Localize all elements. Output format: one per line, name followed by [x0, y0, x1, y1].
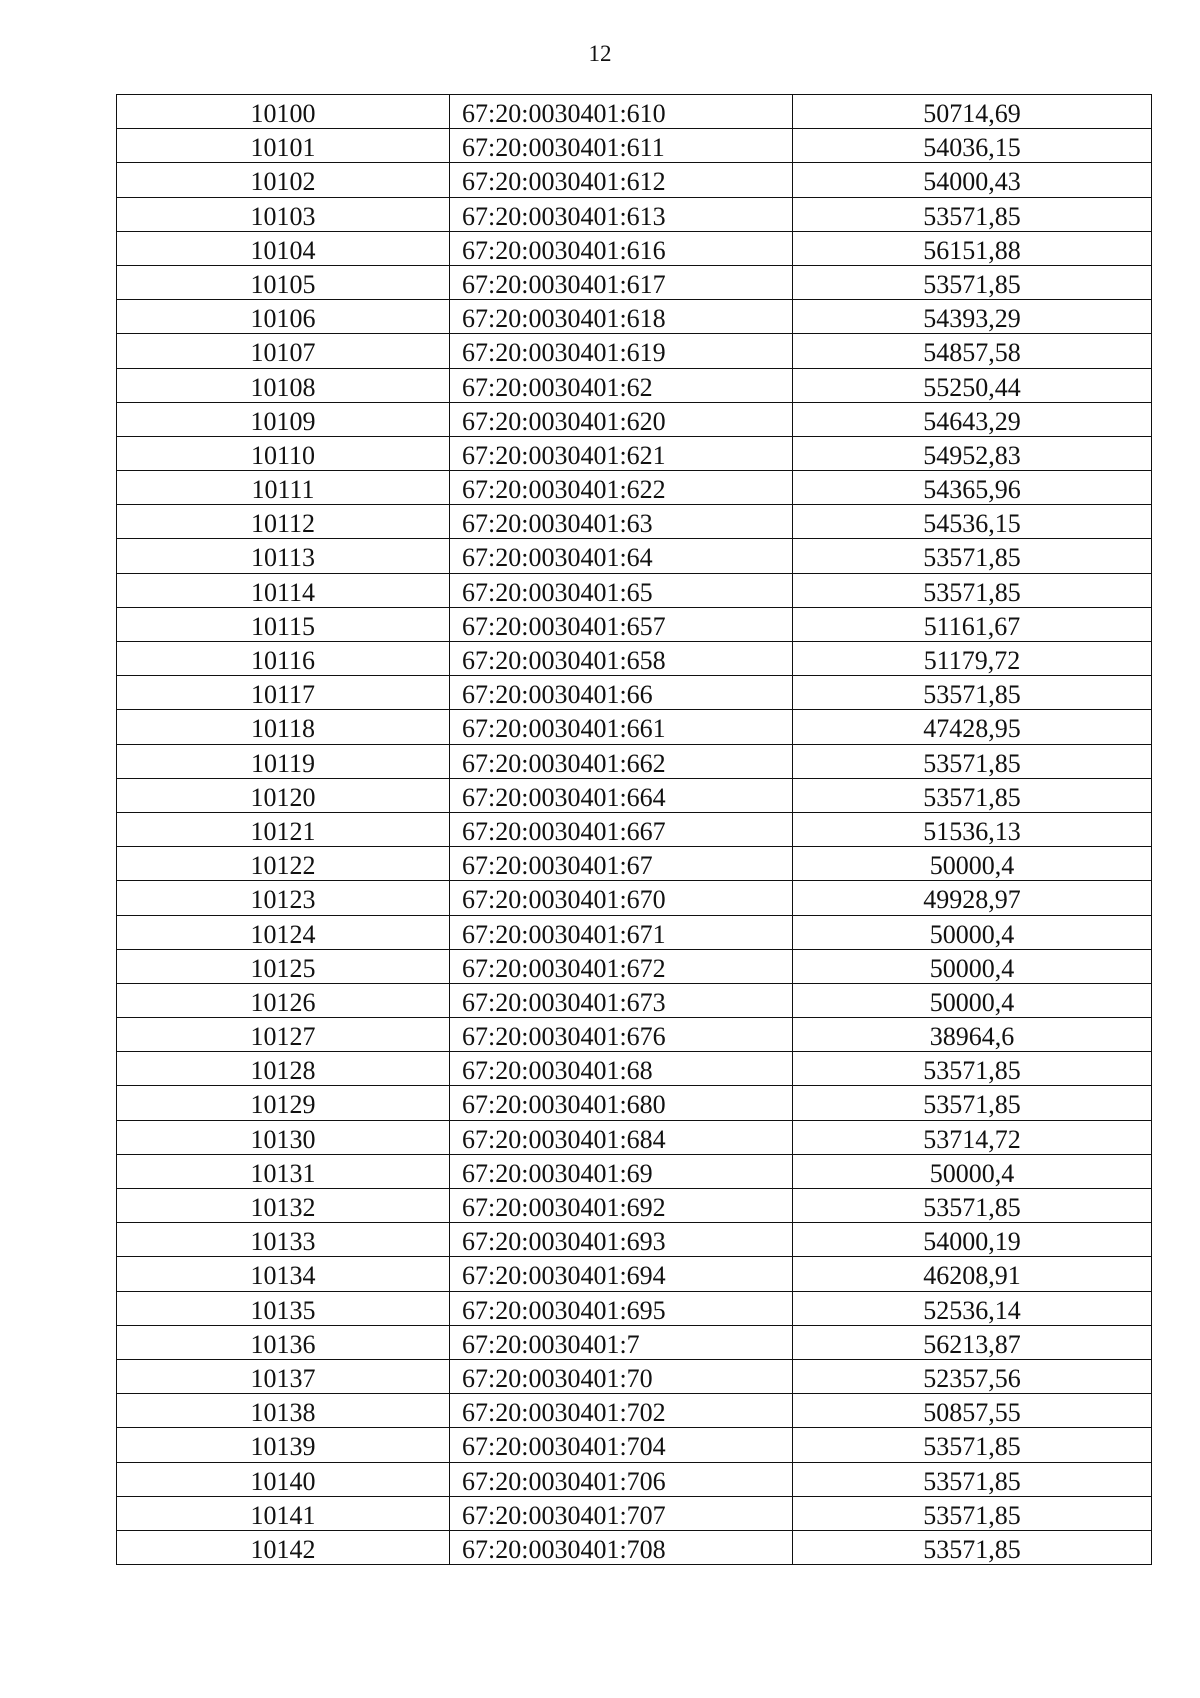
- cadastral-number-cell: 67:20:0030401:692: [450, 1189, 793, 1223]
- cadastral-number-cell: 67:20:0030401:706: [450, 1463, 793, 1497]
- cadastral-number-cell: 67:20:0030401:672: [450, 950, 793, 984]
- row-number-cell: 10118: [117, 710, 450, 744]
- value-cell: 53571,85: [793, 1052, 1152, 1086]
- row-number-cell: 10119: [117, 745, 450, 779]
- value-cell: 54393,29: [793, 300, 1152, 334]
- value-cell: 53571,85: [793, 1428, 1152, 1462]
- row-number-cell: 10115: [117, 608, 450, 642]
- value-cell: 56213,87: [793, 1326, 1152, 1360]
- table-row: [117, 1497, 1152, 1531]
- row-number-cell: 10116: [117, 642, 450, 676]
- row-number-cell: 10125: [117, 950, 450, 984]
- row-number-cell: 10137: [117, 1360, 450, 1394]
- value-cell: 50000,4: [793, 847, 1152, 881]
- row-number-cell: 10113: [117, 539, 450, 573]
- cadastral-number-cell: 67:20:0030401:662: [450, 745, 793, 779]
- value-cell: 54857,58: [793, 334, 1152, 368]
- table-row: [117, 163, 1152, 197]
- row-number-cell: 10108: [117, 369, 450, 403]
- row-number-cell: 10141: [117, 1497, 450, 1531]
- table-row: [117, 403, 1152, 437]
- row-number-cell: 10123: [117, 881, 450, 915]
- value-cell: 53714,72: [793, 1121, 1152, 1155]
- value-cell: 54036,15: [793, 129, 1152, 163]
- table-row: [117, 1428, 1152, 1462]
- value-cell: 53571,85: [793, 1189, 1152, 1223]
- value-cell: 54643,29: [793, 403, 1152, 437]
- table-row: [117, 813, 1152, 847]
- row-number-cell: 10127: [117, 1018, 450, 1052]
- value-cell: 53571,85: [793, 266, 1152, 300]
- row-number-cell: 10139: [117, 1428, 450, 1462]
- cadastral-number-cell: 67:20:0030401:667: [450, 813, 793, 847]
- row-number-cell: 10106: [117, 300, 450, 334]
- table-row: [117, 1292, 1152, 1326]
- row-number-cell: 10114: [117, 574, 450, 608]
- value-cell: 49928,97: [793, 881, 1152, 915]
- value-cell: 53571,85: [793, 1086, 1152, 1120]
- table-row: [117, 198, 1152, 232]
- value-cell: 50000,4: [793, 984, 1152, 1018]
- row-number-cell: 10129: [117, 1086, 450, 1120]
- value-cell: 53571,85: [793, 1463, 1152, 1497]
- table-row: [117, 1121, 1152, 1155]
- table-row: [117, 779, 1152, 813]
- cadastral-number-cell: 67:20:0030401:619: [450, 334, 793, 368]
- value-cell: 53571,85: [793, 1531, 1152, 1565]
- table-row: [117, 1018, 1152, 1052]
- value-cell: 51179,72: [793, 642, 1152, 676]
- value-cell: 50857,55: [793, 1394, 1152, 1428]
- row-number-cell: 10112: [117, 505, 450, 539]
- table-row: [117, 129, 1152, 163]
- value-cell: 50000,4: [793, 916, 1152, 950]
- value-cell: 53571,85: [793, 745, 1152, 779]
- cadastral-number-cell: 67:20:0030401:684: [450, 1121, 793, 1155]
- cadastral-number-cell: 67:20:0030401:671: [450, 916, 793, 950]
- value-cell: 50000,4: [793, 950, 1152, 984]
- value-cell: 46208,91: [793, 1257, 1152, 1291]
- value-cell: 53571,85: [793, 574, 1152, 608]
- table-row: [117, 334, 1152, 368]
- value-cell: 51161,67: [793, 608, 1152, 642]
- value-cell: 52357,56: [793, 1360, 1152, 1394]
- cadastral-number-cell: 67:20:0030401:658: [450, 642, 793, 676]
- table-row: [117, 1394, 1152, 1428]
- table-row: [117, 232, 1152, 266]
- table-row: [117, 847, 1152, 881]
- value-cell: 54365,96: [793, 471, 1152, 505]
- cadastral-number-cell: 67:20:0030401:613: [450, 198, 793, 232]
- data-table: [116, 94, 1152, 1565]
- cadastral-number-cell: 67:20:0030401:657: [450, 608, 793, 642]
- row-number-cell: 10134: [117, 1257, 450, 1291]
- cadastral-number-cell: 67:20:0030401:616: [450, 232, 793, 266]
- table-row: [117, 1531, 1152, 1565]
- row-number-cell: 10102: [117, 163, 450, 197]
- row-number-cell: 10130: [117, 1121, 450, 1155]
- value-cell: 50714,69: [793, 95, 1152, 129]
- value-cell: 53571,85: [793, 198, 1152, 232]
- cadastral-number-cell: 67:20:0030401:70: [450, 1360, 793, 1394]
- value-cell: 53571,85: [793, 779, 1152, 813]
- value-cell: 53571,85: [793, 539, 1152, 573]
- row-number-cell: 10101: [117, 129, 450, 163]
- table-row: [117, 1326, 1152, 1360]
- value-cell: 52536,14: [793, 1292, 1152, 1326]
- row-number-cell: 10107: [117, 334, 450, 368]
- table-row: [117, 745, 1152, 779]
- table-row: [117, 1086, 1152, 1120]
- table-row: [117, 642, 1152, 676]
- table-row: [117, 1257, 1152, 1291]
- table-row: [117, 300, 1152, 334]
- table-row: [117, 916, 1152, 950]
- row-number-cell: 10117: [117, 676, 450, 710]
- value-cell: 38964,6: [793, 1018, 1152, 1052]
- row-number-cell: 10122: [117, 847, 450, 881]
- cadastral-number-cell: 67:20:0030401:63: [450, 505, 793, 539]
- table-row: [117, 574, 1152, 608]
- table-row: [117, 1155, 1152, 1189]
- table-row: [117, 676, 1152, 710]
- cadastral-number-cell: 67:20:0030401:673: [450, 984, 793, 1018]
- cadastral-number-cell: 67:20:0030401:7: [450, 1326, 793, 1360]
- value-cell: 56151,88: [793, 232, 1152, 266]
- cadastral-number-cell: 67:20:0030401:676: [450, 1018, 793, 1052]
- row-number-cell: 10111: [117, 471, 450, 505]
- row-number-cell: 10140: [117, 1463, 450, 1497]
- row-number-cell: 10131: [117, 1155, 450, 1189]
- cadastral-number-cell: 67:20:0030401:622: [450, 471, 793, 505]
- cadastral-number-cell: 67:20:0030401:707: [450, 1497, 793, 1531]
- value-cell: 53571,85: [793, 1497, 1152, 1531]
- table-row: [117, 369, 1152, 403]
- table-row: [117, 608, 1152, 642]
- table-row: [117, 1463, 1152, 1497]
- table-row: [117, 1052, 1152, 1086]
- value-cell: 55250,44: [793, 369, 1152, 403]
- row-number-cell: 10126: [117, 984, 450, 1018]
- table-row: [117, 950, 1152, 984]
- row-number-cell: 10100: [117, 95, 450, 129]
- cadastral-number-cell: 67:20:0030401:65: [450, 574, 793, 608]
- table-row: [117, 505, 1152, 539]
- table-row: [117, 1223, 1152, 1257]
- cadastral-number-cell: 67:20:0030401:62: [450, 369, 793, 403]
- value-cell: 47428,95: [793, 710, 1152, 744]
- cadastral-number-cell: 67:20:0030401:68: [450, 1052, 793, 1086]
- row-number-cell: 10104: [117, 232, 450, 266]
- cadastral-number-cell: 67:20:0030401:66: [450, 676, 793, 710]
- cadastral-number-cell: 67:20:0030401:618: [450, 300, 793, 334]
- cadastral-number-cell: 67:20:0030401:67: [450, 847, 793, 881]
- row-number-cell: 10110: [117, 437, 450, 471]
- cadastral-number-cell: 67:20:0030401:708: [450, 1531, 793, 1565]
- table-row: [117, 95, 1152, 129]
- table-row: [117, 1189, 1152, 1223]
- cadastral-number-cell: 67:20:0030401:69: [450, 1155, 793, 1189]
- cadastral-number-cell: 67:20:0030401:621: [450, 437, 793, 471]
- row-number-cell: 10124: [117, 916, 450, 950]
- row-number-cell: 10136: [117, 1326, 450, 1360]
- row-number-cell: 10105: [117, 266, 450, 300]
- row-number-cell: 10133: [117, 1223, 450, 1257]
- table-row: [117, 1360, 1152, 1394]
- value-cell: 54000,43: [793, 163, 1152, 197]
- table-row: [117, 881, 1152, 915]
- cadastral-number-cell: 67:20:0030401:610: [450, 95, 793, 129]
- cadastral-number-cell: 67:20:0030401:702: [450, 1394, 793, 1428]
- value-cell: 50000,4: [793, 1155, 1152, 1189]
- row-number-cell: 10138: [117, 1394, 450, 1428]
- table-row: [117, 266, 1152, 300]
- row-number-cell: 10121: [117, 813, 450, 847]
- cadastral-number-cell: 67:20:0030401:64: [450, 539, 793, 573]
- value-cell: 51536,13: [793, 813, 1152, 847]
- cadastral-number-cell: 67:20:0030401:661: [450, 710, 793, 744]
- cadastral-number-cell: 67:20:0030401:704: [450, 1428, 793, 1462]
- cadastral-number-cell: 67:20:0030401:695: [450, 1292, 793, 1326]
- table-row: [117, 710, 1152, 744]
- cadastral-number-cell: 67:20:0030401:664: [450, 779, 793, 813]
- table-row: [117, 984, 1152, 1018]
- row-number-cell: 10132: [117, 1189, 450, 1223]
- page-number: 12: [588, 41, 612, 66]
- row-number-cell: 10128: [117, 1052, 450, 1086]
- cadastral-number-cell: 67:20:0030401:617: [450, 266, 793, 300]
- cadastral-number-cell: 67:20:0030401:612: [450, 163, 793, 197]
- cadastral-number-cell: 67:20:0030401:694: [450, 1257, 793, 1291]
- row-number-cell: 10103: [117, 198, 450, 232]
- cadastral-number-cell: 67:20:0030401:620: [450, 403, 793, 437]
- value-cell: 54952,83: [793, 437, 1152, 471]
- table-row: [117, 471, 1152, 505]
- cadastral-number-cell: 67:20:0030401:611: [450, 129, 793, 163]
- value-cell: 54536,15: [793, 505, 1152, 539]
- cadastral-number-cell: 67:20:0030401:670: [450, 881, 793, 915]
- value-cell: 53571,85: [793, 676, 1152, 710]
- row-number-cell: 10120: [117, 779, 450, 813]
- cadastral-number-cell: 67:20:0030401:693: [450, 1223, 793, 1257]
- row-number-cell: 10135: [117, 1292, 450, 1326]
- row-number-cell: 10109: [117, 403, 450, 437]
- table-row: [117, 437, 1152, 471]
- cadastral-number-cell: 67:20:0030401:680: [450, 1086, 793, 1120]
- row-number-cell: 10142: [117, 1531, 450, 1565]
- table-row: [117, 539, 1152, 573]
- value-cell: 54000,19: [793, 1223, 1152, 1257]
